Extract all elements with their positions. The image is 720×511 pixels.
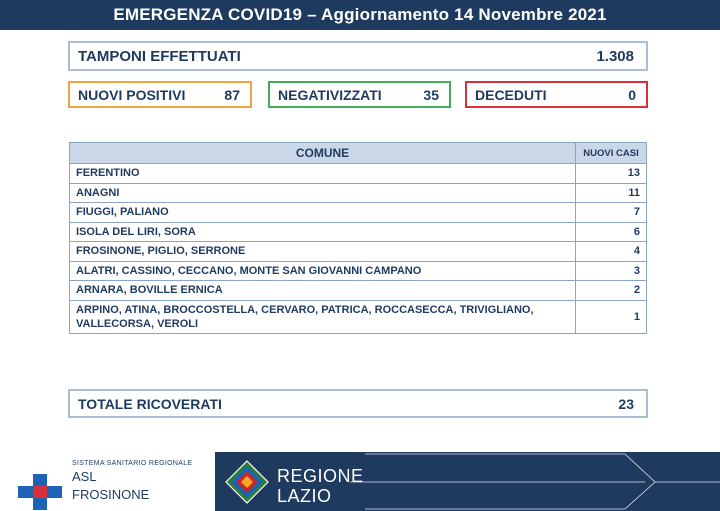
comune-cell: FROSINONE, PIGLIO, SERRONE [70, 242, 576, 262]
comune-cell: ARNARA, BOVILLE ERNICA [70, 281, 576, 301]
table-row [70, 300, 647, 333]
casi-cell: 7 [576, 203, 647, 223]
page-header [0, 0, 720, 30]
comune-cell: ANAGNI [70, 183, 576, 203]
casi-cell: 13 [576, 164, 647, 184]
casi-cell: 4 [576, 242, 647, 262]
regione-lazio-banner [215, 452, 720, 511]
nuovi-positivi-box [68, 81, 252, 108]
table-row [70, 164, 647, 184]
tamponi-value: 1.308 [596, 47, 634, 65]
comune-cell: ISOLA DEL LIRI, SORA [70, 222, 576, 242]
regione-line2: LAZIO [277, 486, 332, 506]
nuovi-positivi-label: NUOVI POSITIVI [78, 86, 186, 103]
totale-ricoverati-label: TOTALE RICOVERATI [78, 395, 222, 412]
medical-cross-icon [18, 474, 62, 510]
table-row [70, 222, 647, 242]
deceduti-value: 0 [628, 86, 636, 103]
regione-emblem-icon [225, 460, 269, 504]
table-row [70, 281, 647, 301]
casi-cell: 2 [576, 281, 647, 301]
asl-name-line2: FROSINONE [72, 487, 150, 502]
comune-cell: ARPINO, ATINA, BROCCOSTELLA, CERVARO, PATRICA, ROCCASECCA, TRIVIGLIANO, VALLECORSA, VEROLI [70, 300, 576, 333]
tamponi-box [68, 41, 648, 71]
asl-subtitle: SISTEMA SANITARIO REGIONALE [72, 460, 193, 467]
negativizzati-label: NEGATIVIZZATI [278, 86, 382, 103]
table-row [70, 183, 647, 203]
comune-column-header: COMUNE [70, 143, 576, 164]
table-row [70, 242, 647, 262]
table-row [70, 261, 647, 281]
casi-cell: 6 [576, 222, 647, 242]
comune-cell: FERENTINO [70, 164, 576, 184]
deceduti-label: DECEDUTI [475, 86, 547, 103]
regione-line1: REGIONE [277, 466, 364, 486]
nuovi-positivi-value: 87 [224, 86, 240, 103]
table-header-row [70, 143, 647, 164]
page-title: EMERGENZA COVID19 – Aggiornamento 14 Novembre 2021 [113, 5, 607, 24]
table-row [70, 203, 647, 223]
comune-cell: ALATRI, CASSINO, CECCANO, MONTE SAN GIOVANNI CAMPANO [70, 261, 576, 281]
casi-cell: 11 [576, 183, 647, 203]
totale-ricoverati-value: 23 [618, 395, 634, 412]
comuni-table [69, 142, 647, 334]
nuovi-casi-column-header: NUOVI CASI [576, 143, 647, 164]
casi-cell: 3 [576, 261, 647, 281]
comune-cell: FIUGGI, PALIANO [70, 203, 576, 223]
negativizzati-box [268, 81, 451, 108]
asl-name-line1: ASL [72, 469, 97, 484]
casi-cell: 1 [576, 300, 647, 333]
negativizzati-value: 35 [423, 86, 439, 103]
deceduti-box [465, 81, 648, 108]
tamponi-label: TAMPONI EFFETTUATI [78, 47, 241, 65]
totale-ricoverati-box [68, 389, 648, 418]
